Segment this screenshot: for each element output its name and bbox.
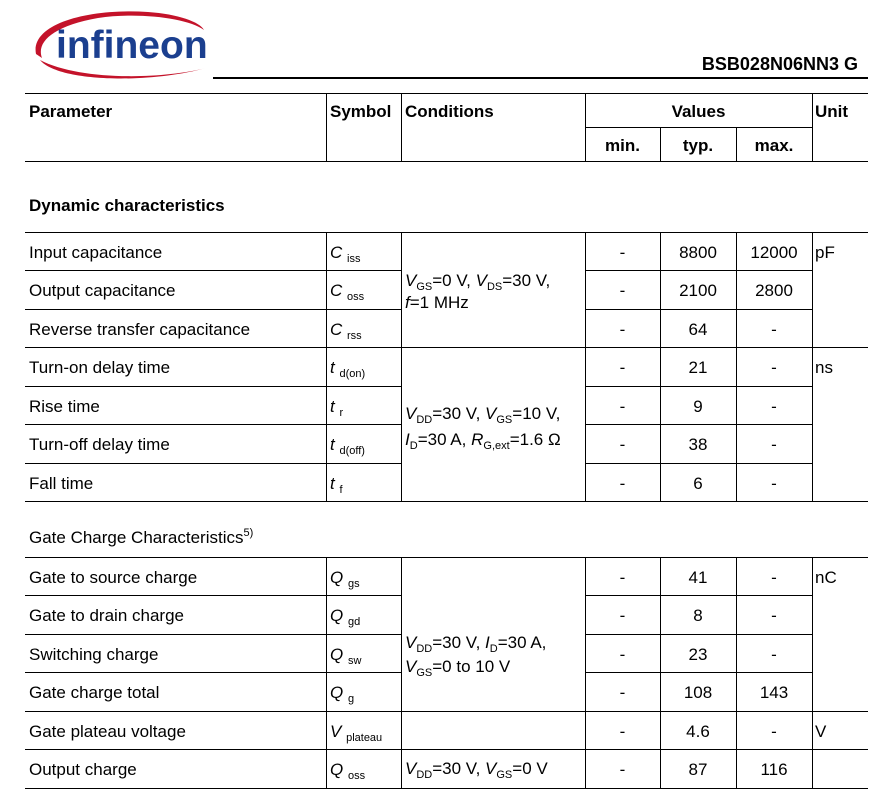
col-header-max: max. bbox=[754, 136, 794, 155]
row-parameter: Switching charge bbox=[29, 645, 159, 664]
symbol-subscript: d(on) bbox=[339, 368, 366, 380]
row-symbol bbox=[330, 435, 365, 457]
row-symbol bbox=[330, 683, 355, 705]
symbol-subscript: r bbox=[339, 407, 344, 419]
row-typ: 108 bbox=[683, 683, 713, 702]
row-max: - bbox=[771, 435, 777, 454]
row-max: - bbox=[771, 358, 777, 377]
section-gate-charge-heading: Gate Charge Characteristics$^{5)}$ bbox=[29, 527, 254, 547]
row-typ: 23 bbox=[688, 645, 708, 664]
conditions-gate-charge: $V_{DD}=30$ V, $I_D=30$ A, $V_{GS}=0$ to 10 V bbox=[405, 633, 547, 679]
row-unit: ns bbox=[815, 358, 833, 377]
conditions-capacitance: $V_{GS}=0$ V, $V_{DS}=30$ V, f=1 MHz bbox=[405, 271, 551, 312]
row-symbol bbox=[330, 474, 343, 496]
symbol-letter: V bbox=[330, 722, 342, 741]
row-min: - bbox=[619, 435, 626, 454]
symbol-subscript: gd bbox=[347, 616, 361, 628]
symbol-letter: Q bbox=[330, 568, 344, 587]
logo-text: infineon bbox=[56, 24, 208, 67]
row-parameter: Turn-off delay time bbox=[29, 435, 170, 454]
symbol-subscript: rss bbox=[347, 330, 362, 342]
row-typ: 6 bbox=[693, 474, 703, 493]
symbol-subscript: plateau bbox=[346, 732, 383, 744]
symbol-subscript: oss bbox=[347, 291, 365, 303]
row-parameter: Output capacitance bbox=[29, 281, 176, 300]
row-max: - bbox=[771, 645, 777, 664]
row-max: - bbox=[771, 722, 777, 741]
row-parameter: Gate to source charge bbox=[29, 568, 198, 587]
row-typ: 8800 bbox=[679, 243, 717, 262]
row-unit: nC bbox=[815, 568, 837, 587]
row-max: 2800 bbox=[755, 281, 793, 300]
row-parameter: Reverse transfer capacitance bbox=[29, 320, 251, 339]
col-header-typ: typ. bbox=[682, 136, 714, 155]
row-typ: 4.6 bbox=[686, 722, 710, 741]
col-header-conditions: Conditions bbox=[405, 102, 494, 121]
row-min: - bbox=[619, 243, 626, 262]
row-min: - bbox=[619, 397, 626, 416]
col-header-parameter: Parameter bbox=[29, 102, 113, 121]
symbol-letter: t bbox=[330, 358, 335, 377]
row-unit: pF bbox=[815, 243, 835, 262]
row-parameter: Gate plateau voltage bbox=[29, 722, 186, 741]
row-max: 143 bbox=[759, 683, 789, 702]
row-typ: 8 bbox=[693, 606, 703, 625]
symbol-letter: Q bbox=[330, 606, 344, 625]
row-parameter: Gate charge total bbox=[29, 683, 160, 702]
row-parameter: Rise time bbox=[29, 397, 100, 416]
symbol-subscript: iss bbox=[347, 253, 361, 265]
row-parameter: Gate to drain charge bbox=[29, 606, 184, 625]
row-symbol bbox=[330, 606, 361, 628]
row-typ: 38 bbox=[688, 435, 708, 454]
row-typ: 2100 bbox=[679, 281, 717, 300]
symbol-letter: t bbox=[330, 397, 335, 416]
symbol-subscript: oss bbox=[347, 770, 366, 782]
header-rule bbox=[213, 77, 868, 79]
row-parameter: Output charge bbox=[29, 760, 137, 779]
symbol-letter: C bbox=[330, 320, 343, 339]
row-symbol bbox=[330, 320, 362, 342]
row-typ: 41 bbox=[688, 568, 708, 587]
symbol-letter: Q bbox=[330, 683, 344, 702]
col-header-min: min. bbox=[605, 136, 640, 155]
section-dynamic-heading: Dynamic characteristics bbox=[29, 196, 225, 215]
row-min: - bbox=[619, 320, 626, 339]
col-header-values: Values bbox=[671, 102, 726, 121]
row-max: - bbox=[771, 320, 777, 339]
row-typ: 87 bbox=[688, 760, 708, 779]
symbol-subscript: f bbox=[339, 484, 343, 496]
row-symbol bbox=[330, 645, 362, 667]
row-parameter: Fall time bbox=[29, 474, 94, 493]
row-symbol bbox=[330, 397, 344, 419]
symbol-subscript: g bbox=[347, 693, 355, 705]
row-max: - bbox=[771, 397, 777, 416]
part-number: BSB028N06NN3 G bbox=[701, 54, 858, 74]
row-max: 12000 bbox=[750, 243, 798, 262]
col-header-unit: Unit bbox=[815, 102, 849, 121]
row-max: - bbox=[771, 474, 777, 493]
col-header-symbol: Symbol bbox=[330, 102, 392, 121]
row-symbol bbox=[330, 281, 365, 303]
row-min: - bbox=[619, 683, 626, 702]
symbol-letter: t bbox=[330, 474, 335, 493]
symbol-subscript: gs bbox=[347, 578, 360, 590]
symbol-letter: C bbox=[330, 243, 343, 262]
row-min: - bbox=[619, 645, 626, 664]
row-min: - bbox=[619, 568, 626, 587]
symbol-letter: Q bbox=[330, 760, 344, 779]
row-symbol bbox=[330, 358, 366, 380]
symbol-subscript: sw bbox=[347, 655, 362, 667]
symbol-letter: t bbox=[330, 435, 335, 454]
row-min: - bbox=[619, 606, 626, 625]
row-unit: V bbox=[815, 722, 827, 741]
row-max: 116 bbox=[760, 760, 788, 779]
row-parameter: Turn-on delay time bbox=[29, 358, 171, 377]
row-typ: 9 bbox=[693, 397, 703, 416]
row-min: - bbox=[619, 358, 626, 377]
row-min: - bbox=[619, 760, 626, 779]
conditions-switching: $V_{DD}=30$ V, $V_{GS}=10$ V, $I_D=30$ A, $R_{G,ext}=1.6$ Ω bbox=[405, 404, 561, 452]
conditions-output-charge: $V_{DD}=30$ V, $V_{GS}=0$ V bbox=[405, 759, 548, 781]
row-min: - bbox=[619, 474, 626, 493]
symbol-letter: Q bbox=[330, 645, 344, 664]
row-symbol bbox=[330, 760, 366, 782]
symbol-letter: C bbox=[330, 281, 343, 300]
row-min: - bbox=[619, 281, 626, 300]
row-max: - bbox=[771, 568, 777, 587]
row-symbol bbox=[330, 243, 361, 265]
infineon-logo bbox=[28, 8, 208, 84]
symbol-subscript: d(off) bbox=[339, 445, 365, 457]
row-typ: 64 bbox=[688, 320, 708, 339]
row-min: - bbox=[619, 722, 626, 741]
row-parameter: Input capacitance bbox=[29, 243, 163, 262]
row-typ: 21 bbox=[688, 358, 708, 377]
row-max: - bbox=[771, 606, 777, 625]
row-symbol bbox=[330, 722, 383, 744]
row-symbol bbox=[330, 568, 360, 590]
